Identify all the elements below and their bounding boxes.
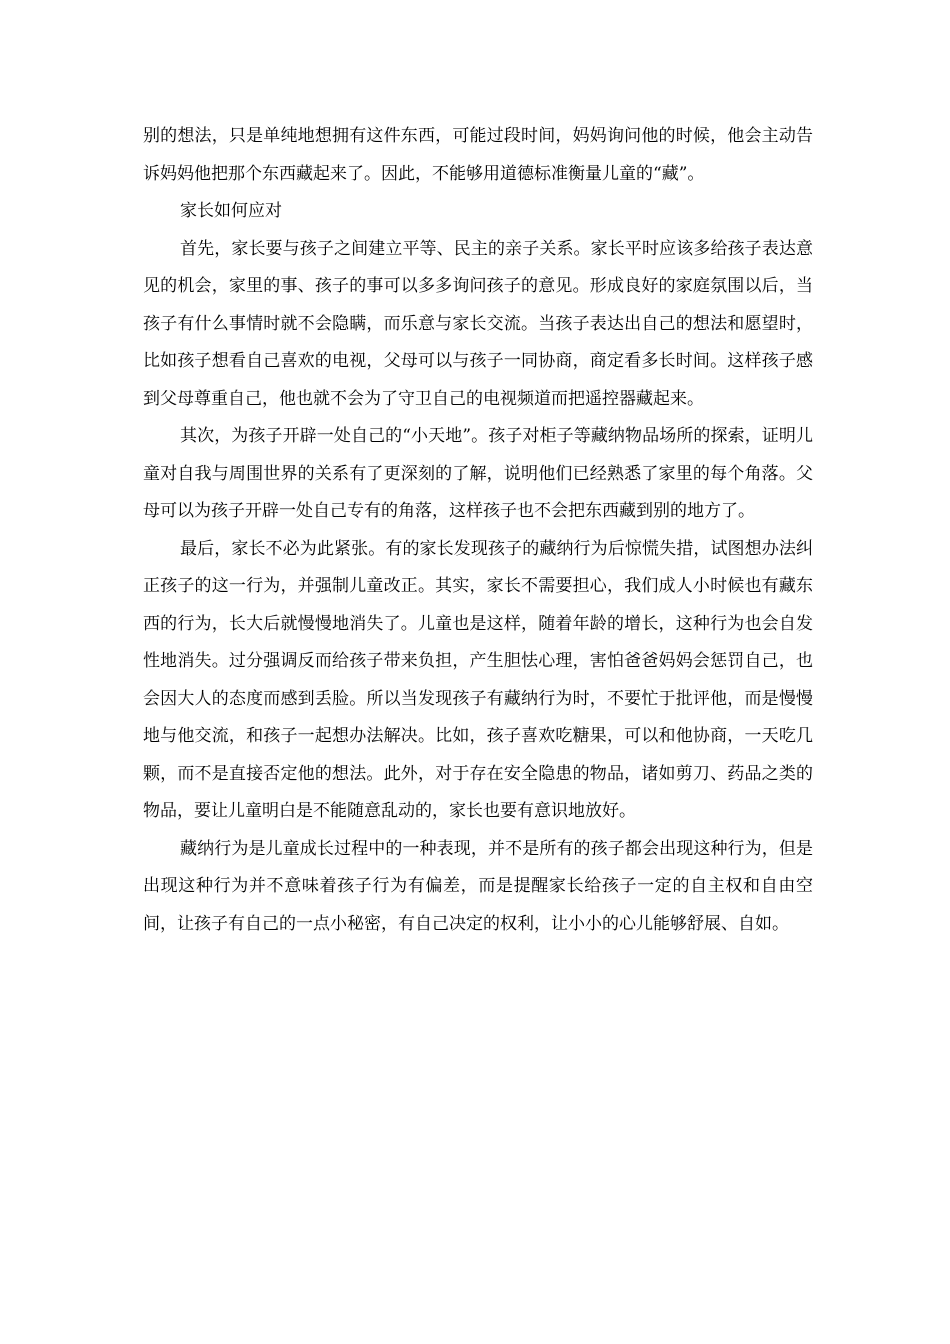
document-body xyxy=(143,118,813,943)
paragraph-third: 最后，家长不必为此紧张。有的家长发现孩子的藏纳行为后惊慌失措，试图想办法纠正孩子的这一行为，并强制儿童改正。其实，家长不需要担心，我们成人小时候也有藏东西的行为，长大后就慢慢地消失了。儿童也是这样，随着年龄的增长，这种行为也会自发性地消失。过分强调反而给孩子带来负担，产生胆怯心理，害怕爸爸妈妈会惩罚自己，也会因大人的态度而感到丢脸。所以当发现孩子有藏纳行为时，不要忙于批评他，而是慢慢地与他交流，和孩子一起想办法解决。比如，孩子喜欢吃糖果，可以和他协商，一天吃几颗，而不是直接否定他的想法。此外，对于存在安全隐患的物品，诸如剪刀、药品之类的物品，要让儿童明白是不能随意乱动的，家长也要有意识地放好。 xyxy=(143,538,813,821)
section-heading: 家长如何应对 xyxy=(180,201,282,221)
paragraph-second: 其次，为孩子开辟一处自己的“小天地”。孩子对柜子等藏纳物品场所的探索，证明儿童对自我与周围世界的关系有了更深刻的了解，说明他们已经熟悉了家里的每个角落。父母可以为孩子开辟一处自己专有的角落，这样孩子也不会把东西藏到别的地方了。 xyxy=(143,426,813,521)
paragraph-conclusion: 藏纳行为是儿童成长过程中的一种表现，并不是所有的孩子都会出现这种行为，但是出现这种行为并不意味着孩子行为有偏差，而是提醒家长给孩子一定的自主权和自由空间，让孩子有自己的一点小秘密，有自己决定的权利，让小小的心儿能够舒展、自如。 xyxy=(143,838,813,934)
paragraph-continuation: 别的想法，只是单纯地想拥有这件东西，可能过段时间，妈妈询问他的时候，他会主动告诉妈妈他把那个东西藏起来了。因此，不能够用道德标准衡量儿童的“藏”。 xyxy=(143,126,813,184)
paragraph-first: 首先，家长要与孩子之间建立平等、民主的亲子关系。家长平时应该多给孩子表达意见的机会，家里的事、孩子的事可以多多询问孩子的意见。形成良好的家庭氛围以后，当孩子有什么事情时就不会隐瞒，而乐意与家长交流。当孩子表达出自己的想法和愿望时，比如孩子想看自己喜欢的电视，父母可以与孩子一同协商，商定看多长时间。这样孩子感到父母尊重自己，他也就不会为了守卫自己的电视频道而把遥控器藏起来。 xyxy=(143,238,813,409)
